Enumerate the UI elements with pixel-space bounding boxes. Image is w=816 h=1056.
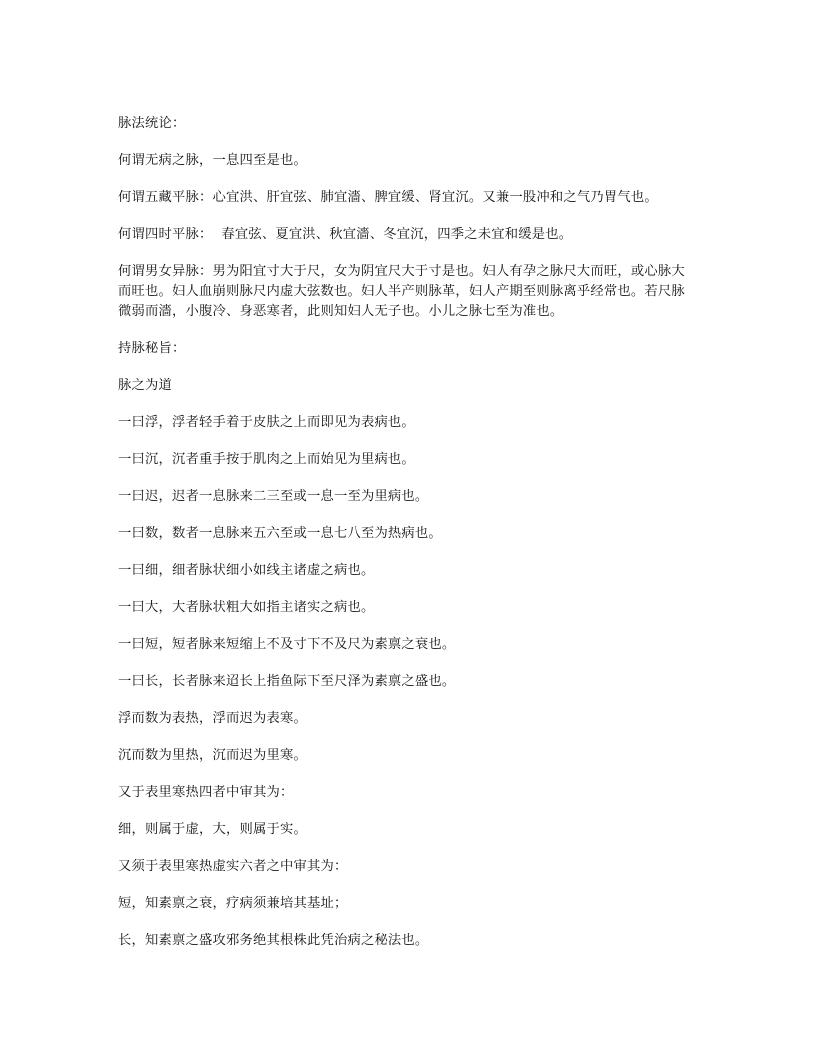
paragraph: 浮而数为表热，浮而迟为表寒。	[118, 711, 307, 726]
paragraph: 短，知素禀之衰，疗病须兼培其基址；	[118, 896, 348, 911]
paragraph: 何谓无病之脉，一息四至是也。	[118, 153, 307, 168]
paragraph: 一曰沉，沉者重手按于肌肉之上而始见为里病也。	[118, 452, 415, 467]
paragraph: 何谓五藏平脉：心宜洪、肝宜弦、肺宜濇、脾宜缓、肾宜沉。又兼一股冲和之气乃胃气也。	[118, 190, 658, 205]
paragraph: 一曰浮，浮者轻手着于皮肤之上而即见为表病也。	[118, 415, 415, 430]
paragraph: 细，则属于虚，大，则属于实。	[118, 822, 307, 837]
paragraph: 又于表里寒热四者中审其为：	[118, 785, 294, 800]
paragraph: 一曰数，数者一息脉来五六至或一息七八至为热病也。	[118, 526, 442, 541]
paragraph: 一曰细，细者脉状细小如线主诸虚之病也。	[118, 563, 375, 578]
paragraph: 一曰迟，迟者一息脉来二三至或一息一至为里病也。	[118, 489, 429, 504]
paragraph: 一曰短，短者脉来短缩上不及寸下不及尺为素禀之衰也。	[118, 637, 456, 652]
paragraph: 一曰大，大者脉状粗大如指主诸实之病也。	[118, 600, 375, 615]
subheading: 脉之为道	[118, 378, 172, 393]
document-body	[118, 114, 698, 968]
section-heading-pulse-secrets: 持脉秘旨：	[118, 341, 186, 356]
paragraph: 又须于表里寒热虚实六者之中审其为：	[118, 859, 348, 874]
paragraph: 一曰长，长者脉来迢长上指鱼际下至尺泽为素禀之盛也。	[118, 674, 456, 689]
paragraph: 何谓男女异脉：男为阳宜寸大于尺，女为阴宜尺大于寸是也。妇人有孕之脉尺大而旺，或心脉大而旺也。妇人血崩则脉尺内虚大弦数也。妇人半产则脉革，妇人产期至则脉离乎经常也。若尺脉微弱而濇，小腹冷、身恶寒者，此则知妇人无子也。小儿之脉七至为准也。	[118, 264, 685, 319]
paragraph: 沉而数为里热，沉而迟为里寒。	[118, 748, 307, 763]
paragraph: 何谓四时平脉： 春宜弦、夏宜洪、秋宜濇、冬宜沉，四季之未宜和缓是也。	[118, 227, 573, 242]
paragraph: 长，知素禀之盛攻邪务绝其根株此凭治病之秘法也。	[118, 933, 429, 948]
section-heading-pulse-overview: 脉法统论：	[118, 116, 186, 131]
